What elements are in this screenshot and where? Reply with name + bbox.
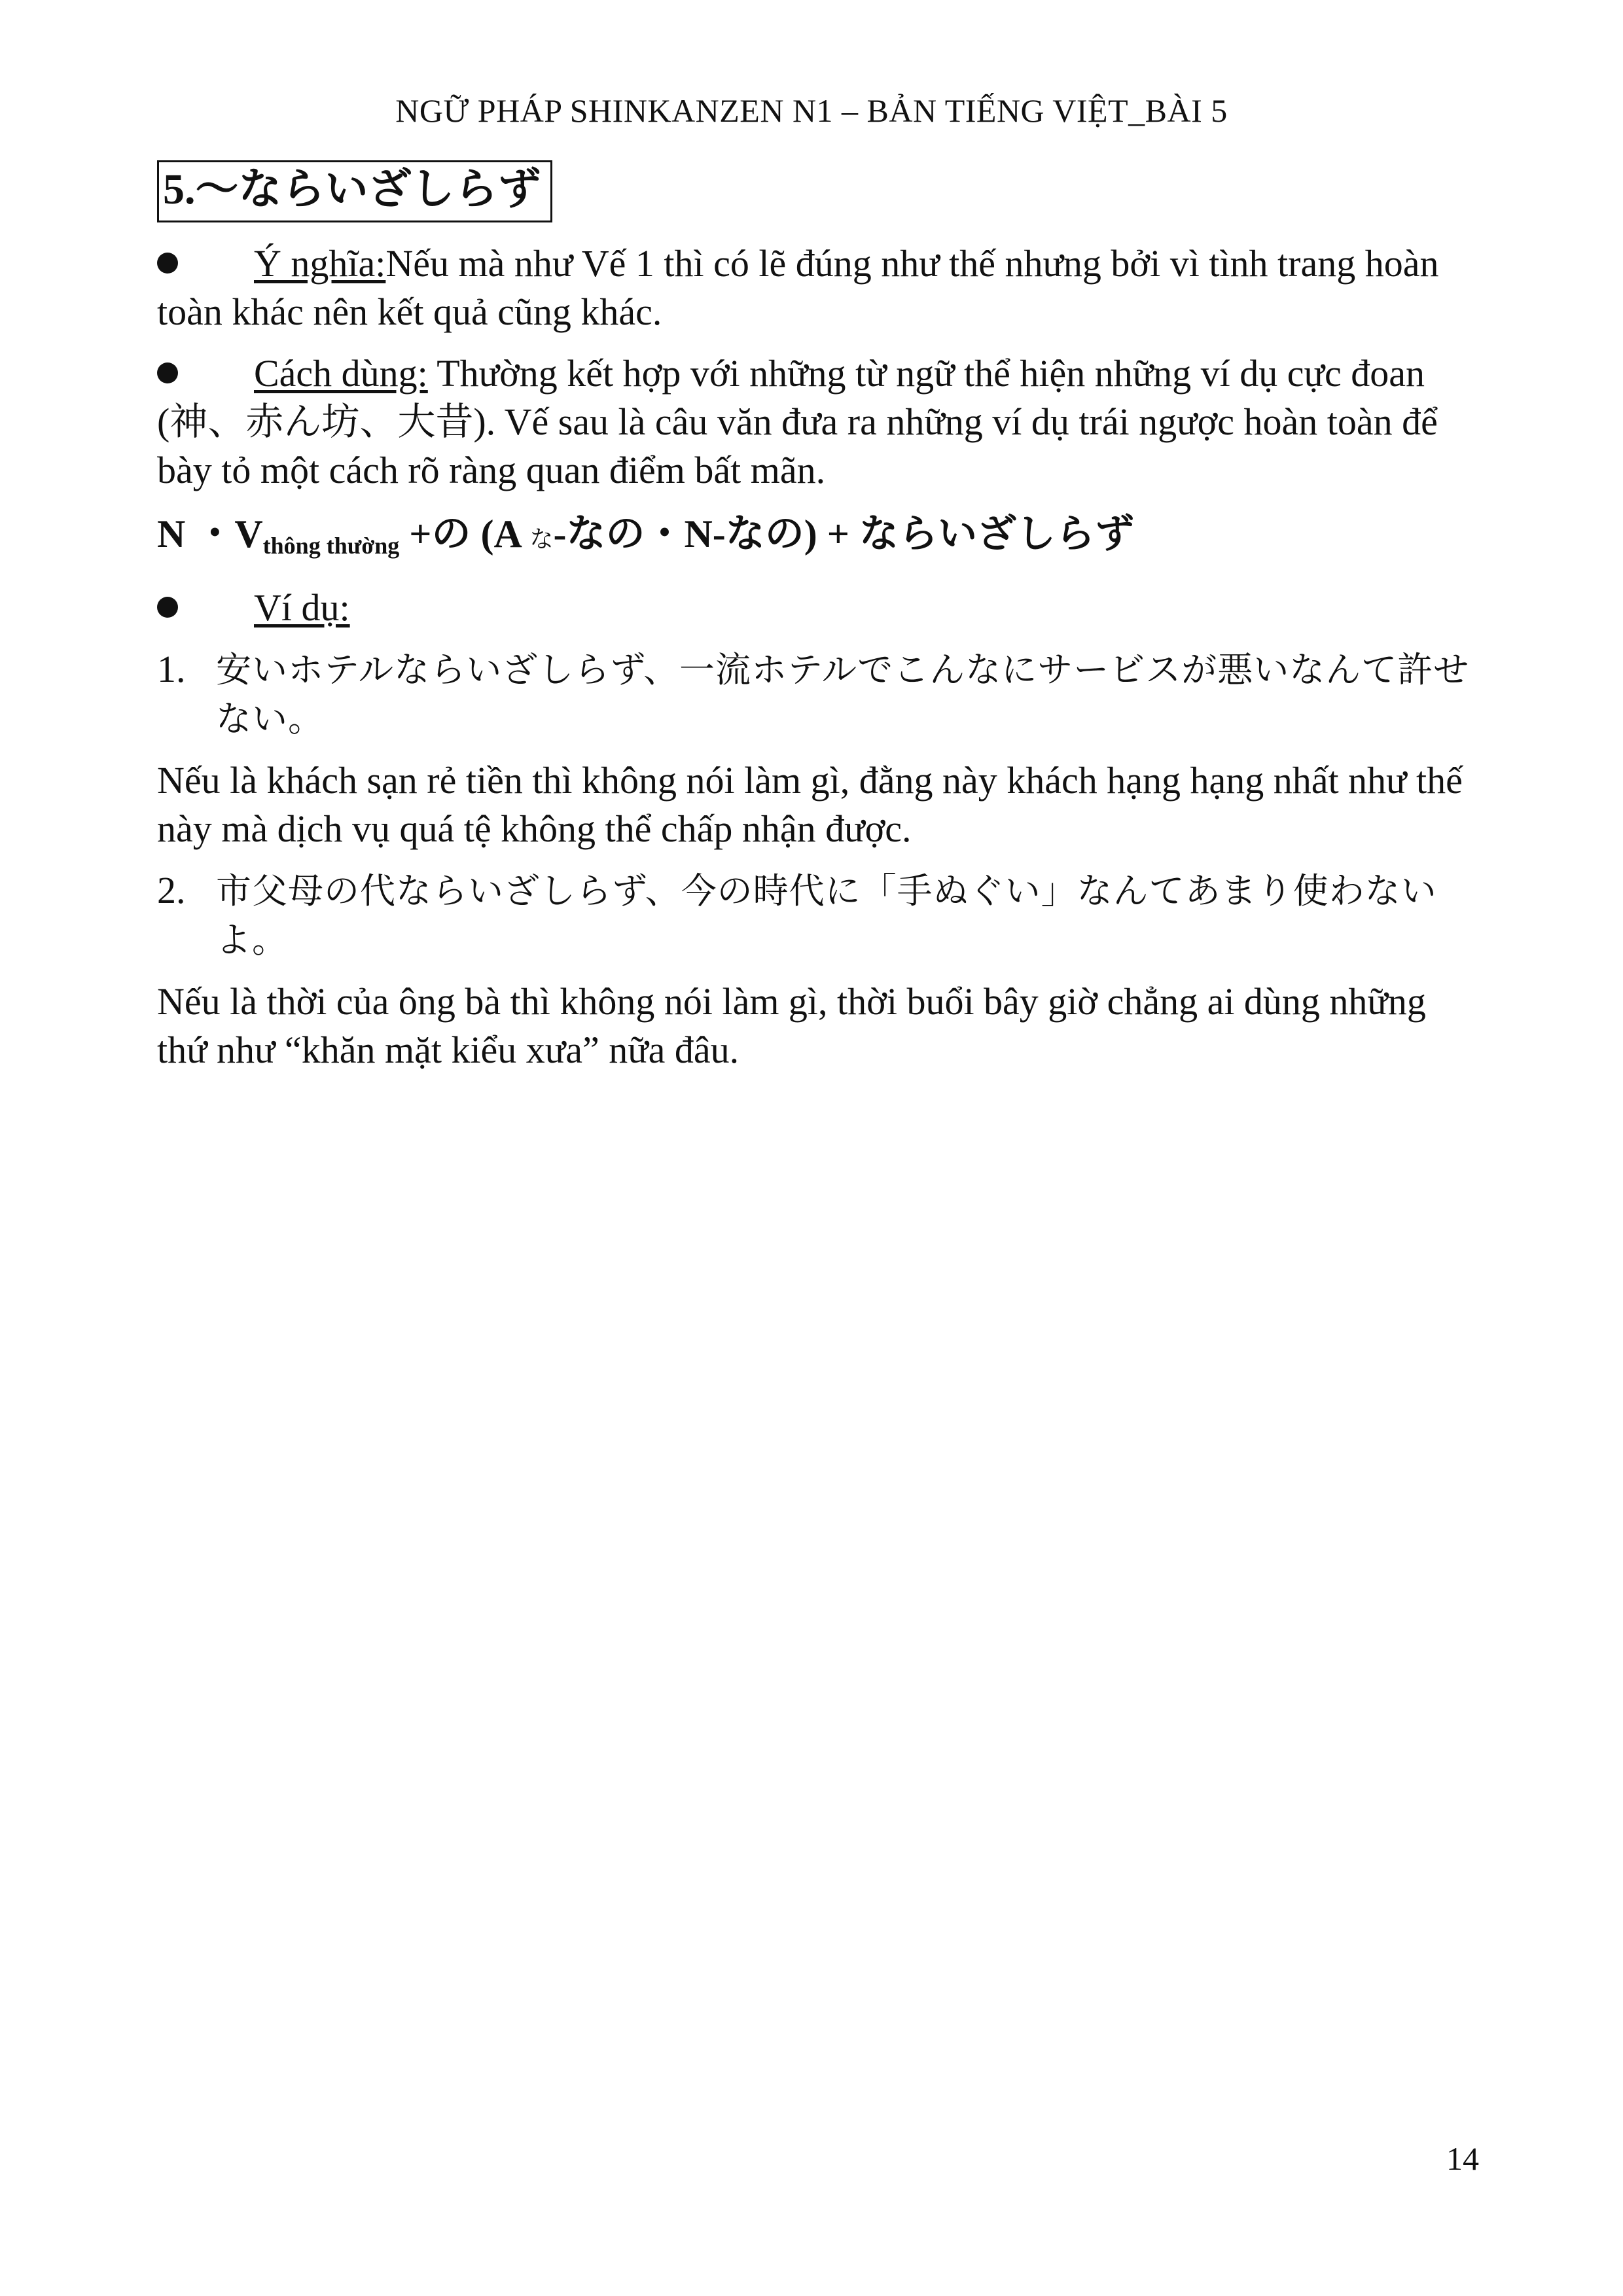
meaning-text: Nếu mà như Vế 1 thì có lẽ đúng như thế nhưng bởi vì tình trang hoàn toàn khác nên kết quả cũng khác.	[157, 241, 1439, 333]
bullet-icon	[157, 362, 178, 383]
example-japanese: 安いホテルならいざしらず、一流ホテルでこんなにサービスが悪いなんて許せない。	[216, 648, 1470, 739]
usage-label: Cách dùng:	[254, 351, 428, 395]
bullet-icon	[157, 597, 178, 618]
example-item	[157, 645, 1472, 743]
formula-small-na: な	[529, 525, 554, 552]
example-translation: Nếu là thời của ông bà thì không nói làm gì, thời buổi bây giờ chẳng ai dùng những thứ như “khăn mặt kiểu xưa” nữa đâu.	[157, 980, 1426, 1071]
example-number: 2.	[157, 868, 186, 911]
running-header: NGỮ PHÁP SHINKANZEN N1 – BẢN TIẾNG VIỆT_BÀI 5	[395, 92, 1228, 129]
examples-heading	[157, 584, 1472, 632]
usage-text: Thường kết hợp với những từ ngữ thể hiện những ví dụ cực đoan (神、赤ん坊、大昔). Vế sau là câu văn đưa ra những ví dụ trái ngược hoàn toàn để bày tỏ một cách rõ ràng quan điểm bất mãn.	[157, 351, 1438, 491]
example-japanese: 市父母の代ならいざしらず、今の時代に「手ぬぐい」なんてあまり使わないよ。	[216, 870, 1437, 961]
example-item	[157, 866, 1472, 964]
grammar-formula	[157, 508, 1472, 572]
formula-subscript: thông thường	[262, 532, 400, 559]
formula-part-2: +の (A	[399, 512, 530, 556]
meaning-label: Ý nghĩa:	[254, 241, 386, 285]
formula-part-3: -なの・N-なの) + ならいざしらず	[553, 512, 1134, 556]
usage-paragraph	[157, 349, 1472, 495]
page-content	[157, 160, 1472, 1087]
page-number: 14	[1446, 2140, 1479, 2177]
bullet-icon	[157, 253, 178, 274]
grammar-title: 5.～ならいざしらず	[157, 160, 552, 222]
example-number: 1.	[157, 647, 186, 690]
formula-part-1: N ・V	[157, 512, 263, 556]
examples-label: Ví dụ:	[254, 586, 350, 629]
meaning-paragraph	[157, 239, 1472, 336]
example-translation: Nếu là khách sạn rẻ tiền thì không nói làm gì, đằng này khách hạng hạng nhất như thế này mà dịch vụ quá tệ không thể chấp nhận được.	[157, 758, 1463, 850]
